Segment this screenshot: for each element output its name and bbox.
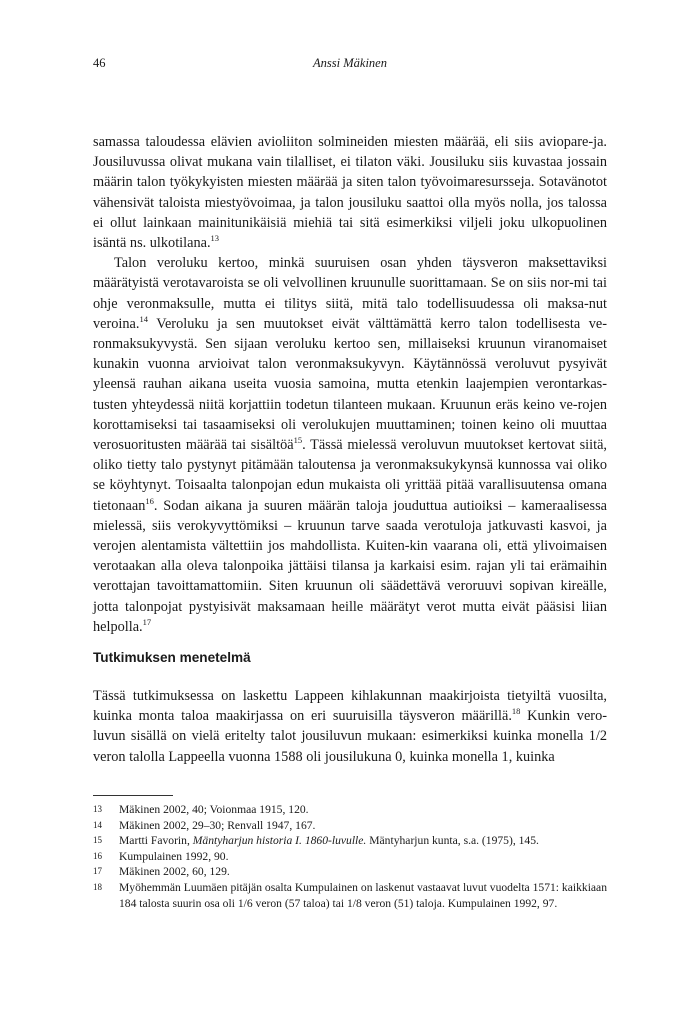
footnote-text: Mäkinen 2002, 29–30; Renvall 1947, 167. — [119, 818, 316, 832]
footnote-number: 17 — [93, 866, 102, 877]
footnote-number: 14 — [93, 819, 102, 830]
footnote-text: Mäkinen 2002, 60, 129. — [119, 865, 230, 879]
book-title: Mäntyharjun historia I. 1860-luvulle. — [192, 834, 367, 848]
footnote-text: Kumpulainen 1992, 90. — [119, 849, 229, 863]
footnote-text: Martti Favorin, Mäntyharjun historia I. 1860-luvulle. Mäntyharjun kunta, s.a. (1975), 145. — [119, 834, 539, 848]
footnote-ref-16[interactable]: 16 — [145, 495, 154, 506]
footnote-ref-18[interactable]: 18 — [511, 706, 521, 717]
page-number: 46 — [93, 56, 106, 70]
footnote-number: 15 — [93, 835, 102, 846]
footnote-15 — [93, 833, 607, 849]
footnote-ref-17[interactable]: 17 — [142, 617, 152, 628]
footnote-14 — [93, 818, 607, 834]
footnote-16 — [93, 849, 607, 865]
footnote-number: 18 — [93, 881, 102, 892]
footnote-18 — [93, 880, 607, 911]
footnotes — [93, 802, 607, 911]
footnote-divider — [93, 795, 173, 796]
section-text — [93, 686, 607, 767]
footnote-text: Mäkinen 2002, 40; Voionmaa 1915, 120. — [119, 803, 309, 816]
body-text — [93, 132, 607, 637]
section-heading: Tutkimuksen menetelmä — [93, 650, 251, 665]
footnote-text: Myöhemmän Luumäen pitäjän osalta Kumpulainen on laskenut vastaavat luvut vuodelta 1571: kaikkiaan 184 talosta suurin osa oli 1/6 veron (57 taloa) tai 1/8 veron (51) taloja. Kumpulainen 1992, 97. — [119, 880, 607, 910]
page-header — [93, 56, 607, 72]
footnote-ref-14[interactable]: 14 — [139, 314, 148, 325]
footnote-17 — [93, 864, 607, 880]
running-title: Anssi Mäkinen — [313, 56, 387, 70]
footnote-ref-13[interactable]: 13 — [210, 233, 220, 244]
footnote-number: 16 — [93, 850, 102, 861]
footnote-number: 13 — [93, 804, 102, 814]
section-paragraph-1: Tässä tutkimuksessa on laskettu Lappeen kihlakunnan maakirjoista tietyiltä vuosilta, kuinka monta taloa maakirjassa on eri suuruisilla täysveron määrillä.$^{18}$ Kunkin vero-luvun sisällä on vielä eritelty talot jousiluvun mukaan: esimerkiksi kuinka monella 1/2 veron talolla Lappeella vuonna 1588 oli jousilukuna 0, kuinka monella 1, kuinka — [93, 688, 607, 765]
footnote-ref-15[interactable]: 15 — [293, 435, 303, 446]
footnote-13 — [93, 802, 607, 818]
paragraph-2: Talon veroluku kertoo, minkä suuruisen osan yhden täysveron maksettaviksi määrätyistä verotavaroista se oli velvollinen kruunulle suorittamaan. Se on siis nor-mi tai ohje veronmaksulle, mutta ei tilitys siitä, mitä talo todellisuudessa oli maksa-nut veroina.$^{14}$ Veroluku ja sen muutokset eivät välttämättä kerro talon todellisesta ve-ronmaksukyvystä. Sen sijaan veroluku kertoo sen, millaiseksi kruunun viranomaiset kunakin vuonna arvioivat talon veronmaksukyvyn. Käytännössä veroluvut pysyivät yleensä rauhan aikana useita vuosia samoina, mutta etenkin laajempien verontarkas-tusten yhteydessä niitä korjattiin todetun tilanteen mukaan. Kruunun eräs keino ve-rojen korottamiseksi tai tasaamiseksi oli verolukujen muuttaminen; toinen keino oli muuttaa verosuoritusten määrää tai sisältöä$^{15}$. Tässä mielessä veroluvun muutokset kertovat siitä, oliko tietty talo pystynyt pitämään taloutensa ja veronmaksukykynsä kunnossa vai oliko se köyhtynyt. Toisaalta talonpojan edun mukaista oli yrittää pitää varallisuutensa omana tietonaan$^{16}$. Sodan aikana ja suuren määrän taloja jouduttua autioiksi – kameraalisessa mielessä, siis verokyvyttömiksi – kruunun tarve saada verotuloja jatkuvasti kasvoi, ja verojen alentamista vältettiin jos mahdollista. Kuiten-kin vaarana oli, että ylivoimaisen verotaakan alla oleva talonpoika jättäisi tilansa ja karkaisi esim. rajan yli tai erämaihin verottajan tavoittamattomiin. Siten kruunun oli säädettävä veroruuvi sopivan kireälle, jotta talonpojat pystyisivät maksamaan heille määrätyt verot mutta eivät pääsisi liian helpolla.$^{17}$ — [93, 255, 608, 635]
paragraph-1: samassa taloudessa elävien avioliiton solmineiden miesten määrää, eli siis aviopare-ja. Jousiluvussa olivat mukana vain tilalliset, ei tilaton väki. Jousiluku siis kuvastaa jossain määrin talon työkykyisten miesten määrää ja siten talon työvoimaresursseja. Sotavänotot vähensivät taloista miestyövoimaa, ja talon jousiluku saattoi olla myös nolla, jos talossa ei ollut lainkaan mainitunikäisiä miehiä tai sitä esimerkiksi viljeli joku ulkopuolinen isäntä ns. ulkotilana.$^{13}$ — [93, 134, 607, 252]
